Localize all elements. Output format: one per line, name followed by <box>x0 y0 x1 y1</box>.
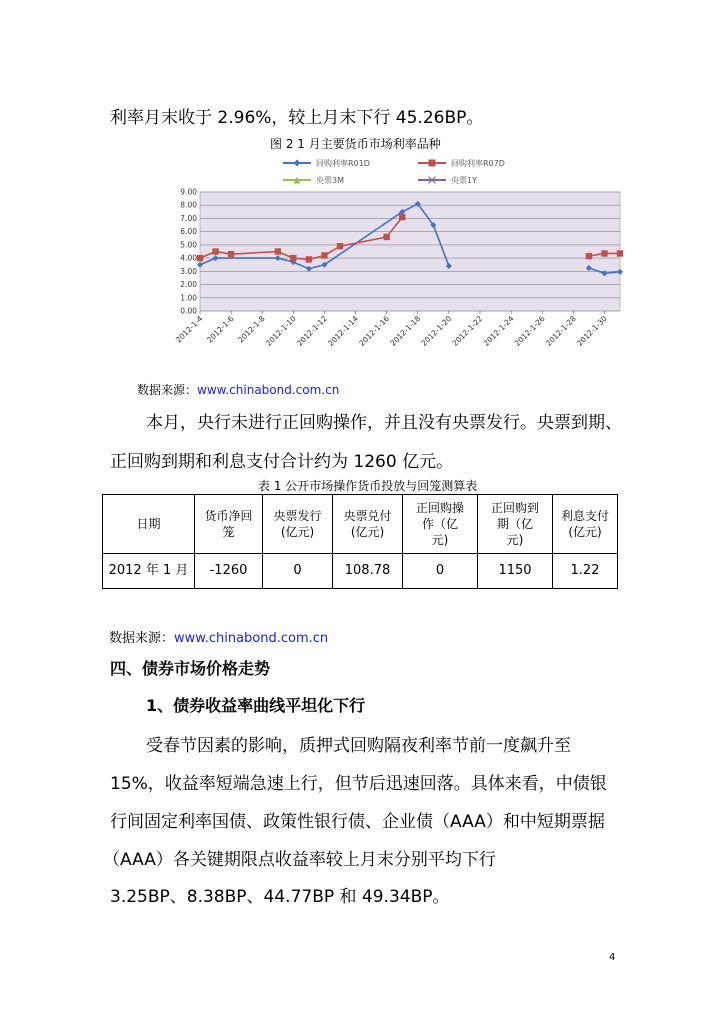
y-tick-label: 4.00 <box>180 253 197 263</box>
table-source-label: 数据来源： <box>109 631 175 646</box>
x-tick-label: 2012-1-26 <box>512 314 547 348</box>
section-heading: 四、债券市场价格走势 <box>110 659 271 678</box>
y-tick-label: 6.00 <box>180 227 197 237</box>
legend-marker-1 <box>429 160 436 167</box>
x-tick-label: 2012-1-22 <box>450 314 485 348</box>
data-point-1 <box>306 256 312 262</box>
rate-chart <box>163 150 635 376</box>
header-bill-redemption <box>333 495 403 554</box>
y-tick-label: 0.00 <box>180 306 197 316</box>
table-row <box>103 554 618 589</box>
y-tick-label: 2.00 <box>180 280 197 290</box>
para2-line2: 正回购到期和利息支付合计约为 1260 亿元。 <box>110 452 454 472</box>
x-tick-label: 2012-1-4 <box>173 314 205 345</box>
data-point-1 <box>228 251 234 257</box>
header-bill-redemption-line1: 央票兑付 <box>343 509 392 523</box>
header-repo-operation-line2: 作（亿 <box>421 517 458 531</box>
table-source <box>109 627 328 646</box>
data-point-1 <box>275 248 281 254</box>
data-point-1 <box>197 255 203 261</box>
figure-caption: 图 2 1 月主要货币市场利率品种 <box>270 137 441 151</box>
y-tick-label: 9.00 <box>180 187 197 197</box>
data-point-1 <box>601 250 607 256</box>
x-tick-label: 2012-1-8 <box>236 314 267 345</box>
figure-source-link[interactable]: www.chinabond.com.cn <box>197 383 340 397</box>
header-date-text: 日期 <box>136 517 161 531</box>
header-repo-operation <box>403 495 478 554</box>
header-repo-maturity-line2: 期（亿 <box>496 517 533 531</box>
x-tick-label: 2012-1-10 <box>263 314 298 348</box>
header-repo-maturity <box>478 495 553 554</box>
data-point-1 <box>383 234 389 240</box>
subsection-heading: 1、债券收益率曲线平坦化下行 <box>146 696 366 715</box>
x-tick-label: 2012-1-30 <box>575 314 609 348</box>
header-net-injection-line1: 货币净回 <box>204 509 253 523</box>
x-tick-label: 2012-1-24 <box>481 314 516 348</box>
y-tick-label: 8.00 <box>180 200 197 210</box>
x-tick-label: 2012-1-18 <box>388 314 423 348</box>
para2-line1: 本月，央行未进行正回购操作，并且没有央票发行。央票到期、 <box>146 413 622 433</box>
y-tick-label: 3.00 <box>180 266 197 276</box>
x-tick-label: 2012-1-14 <box>326 314 360 348</box>
header-repo-maturity-line1: 正回购到 <box>490 501 539 515</box>
para3-line1: 受春节因素的影响，质押式回购隔夜利率节前一度飙升至 <box>146 736 571 756</box>
figure-source-label: 数据来源： <box>137 383 198 397</box>
header-bill-issuance-line2: (亿元) <box>280 525 315 539</box>
data-point-1 <box>399 214 405 220</box>
data-point-1 <box>321 252 327 258</box>
data-point-1 <box>212 248 218 254</box>
cell-bill-issuance: 0 <box>263 554 333 589</box>
header-interest-payment <box>553 495 618 554</box>
data-point-1 <box>586 253 592 259</box>
rate-chart-svg <box>163 150 635 376</box>
header-repo-maturity-line3: 元) <box>506 533 524 547</box>
header-repo-operation-line3: 元) <box>431 533 449 547</box>
para3-line3: 行间固定利率国债、政策性银行债、企业债（AAA）和中短期票据 <box>110 812 605 832</box>
x-tick-label: 2012-1-28 <box>543 314 578 348</box>
cell-bill-redemption: 108.78 <box>333 554 403 589</box>
data-point-1 <box>617 250 623 256</box>
header-bill-redemption-line2: (亿元) <box>350 525 385 539</box>
table-caption: 表 1 公开市场操作货币投放与回笼测算表 <box>258 479 478 493</box>
y-tick-label: 1.00 <box>180 293 197 303</box>
header-interest-payment-line1: 利息支付 <box>560 509 609 523</box>
header-date <box>103 495 195 554</box>
header-interest-payment-line2: (亿元) <box>568 525 602 539</box>
para3-line4: （AAA）各关键期限点收益率较上月末分别平均下行 <box>103 850 496 870</box>
cell-repo-operation: 0 <box>403 554 478 589</box>
legend-marker-0 <box>294 160 301 167</box>
table-header-row <box>103 495 618 554</box>
legend-label-3: 央票1Y <box>451 176 477 185</box>
y-tick-label: 7.00 <box>180 213 197 223</box>
data-point-1 <box>337 243 343 249</box>
x-tick-label: 2012-1-6 <box>205 314 236 345</box>
x-tick-label: 2012-1-16 <box>357 314 392 348</box>
legend-label-2: 央票3M <box>316 176 344 185</box>
cell-interest-payment: 1.22 <box>553 554 618 589</box>
para1-line: 利率月末收于 2.96%，较上月末下行 45.26BP。 <box>110 108 484 128</box>
cell-repo-maturity: 1150 <box>478 554 553 589</box>
legend-label-0: 回购利率R01D <box>316 159 370 168</box>
y-tick-label: 5.00 <box>180 240 197 250</box>
plot-area <box>200 192 620 311</box>
cell-net-injection: -1260 <box>195 554 263 589</box>
para3-line5: 3.25BP、8.38BP、44.77BP 和 49.34BP。 <box>110 887 450 907</box>
x-tick-label: 2012-1-12 <box>295 314 329 348</box>
header-bill-issuance <box>263 495 333 554</box>
header-repo-operation-line1: 正回购操 <box>415 501 464 515</box>
operations-table <box>102 494 618 589</box>
header-net-injection-line2: 笼 <box>222 525 235 539</box>
header-bill-issuance-line1: 央票发行 <box>273 509 322 523</box>
page-number: 4 <box>609 952 616 963</box>
header-net-injection <box>195 495 263 554</box>
figure-source <box>137 381 339 398</box>
para3-line2: 15%，收益率短端急速上行，但节后迅速回落。具体来看，中债银 <box>110 774 607 794</box>
data-point-1 <box>290 255 296 261</box>
x-tick-label: 2012-1-20 <box>419 314 454 348</box>
table-source-link[interactable]: www.chinabond.com.cn <box>174 631 329 646</box>
cell-date: 2012 年 1 月 <box>103 554 195 589</box>
legend-label-1: 回购利率R07D <box>451 159 505 168</box>
